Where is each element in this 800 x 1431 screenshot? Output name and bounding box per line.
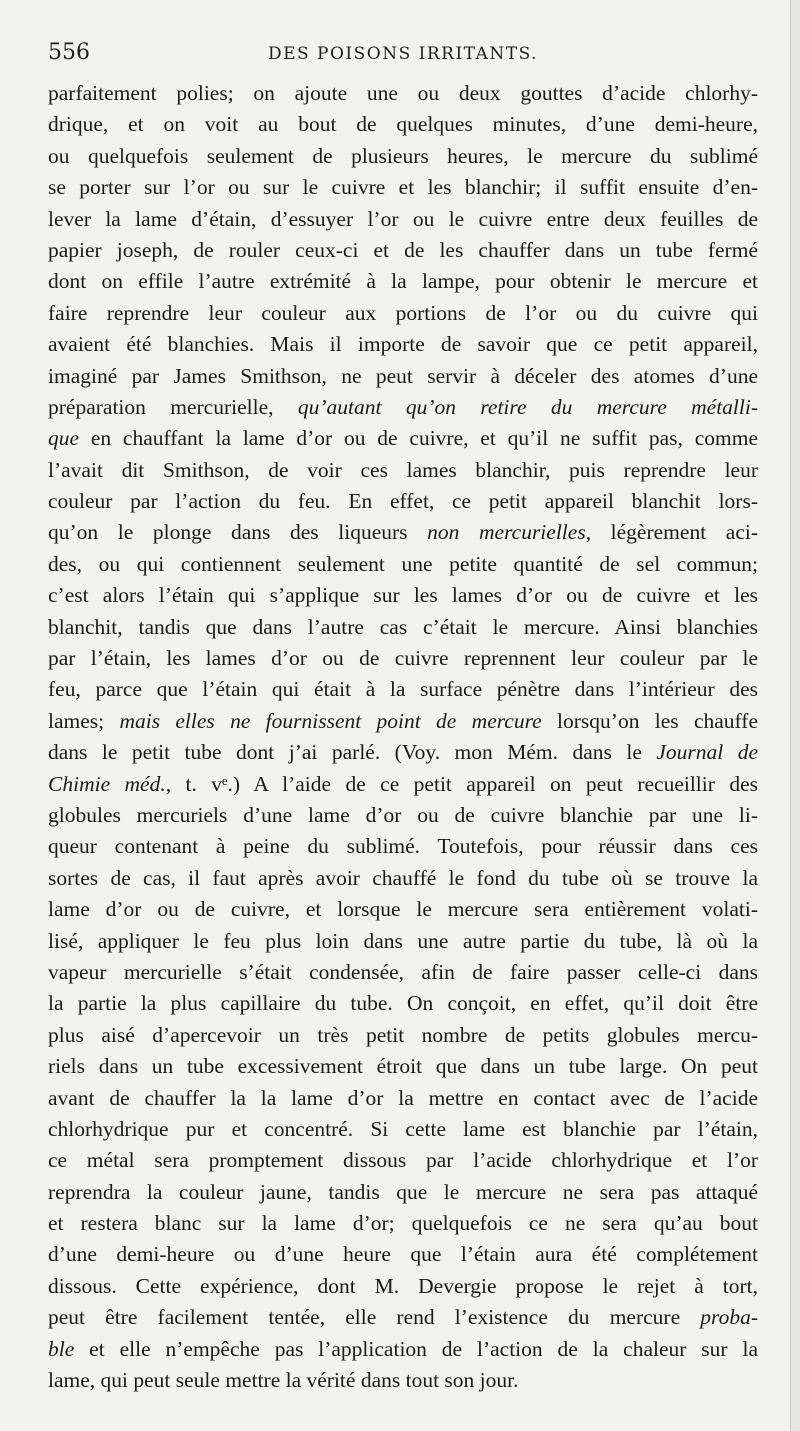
text-run: qu’on le plonge dans des liqueurs	[48, 520, 428, 545]
text-line	[48, 455, 758, 486]
text-line	[48, 1334, 758, 1365]
text-run: dissous. Cette expérience, dont M. Devergie propose le rejet à tort,	[48, 1273, 758, 1298]
text-run: lame d’or ou de cuivre, et lorsque le mercure sera entièrement volati-	[48, 897, 758, 922]
italic-text: proba-	[700, 1305, 758, 1330]
text-run: chlorhydrique pur et concentré. Si cette lame est blanchie par l’étain,	[48, 1116, 758, 1141]
text-run: drique, et on voit au bout de quelques minutes, d’une demi-heure,	[48, 112, 758, 137]
text-line	[48, 737, 758, 768]
text-run: peut être facilement tentée, elle rend l’existence du mercure	[48, 1305, 701, 1330]
text-line	[48, 141, 758, 172]
text-line	[48, 1051, 758, 1082]
text-line	[48, 235, 758, 266]
text-line	[48, 266, 758, 297]
text-run: se porter sur l’or ou sur le cuivre et les blanchir; il suffit ensuite d’en-	[48, 175, 758, 200]
text-line	[48, 392, 758, 423]
text-run: lever la lame d’étain, d’essuyer l’or ou le cuivre entre deux feuilles de	[48, 206, 758, 231]
text-run: d’une demi-heure ou d’une heure que l’étain aura été complétement	[48, 1242, 758, 1267]
italic-text: Journal de	[656, 740, 758, 765]
italic-text: Chimie méd.	[48, 771, 166, 796]
text-run: dans le petit tube dont j’ai parlé. (Voy. mon Mém. dans le	[48, 740, 657, 765]
text-line	[48, 1020, 758, 1051]
text-run: feu, parce que l’étain qui était à la surface pénètre dans l’intérieur des	[48, 677, 758, 702]
text-run: couleur par l’action du feu. En effet, ce petit appareil blanchit lors-	[48, 489, 758, 514]
text-run: papier joseph, de rouler ceux-ci et de les chauffer dans un tube fermé	[48, 237, 758, 262]
text-run: vapeur mercurielle s’était condensée, afin de faire passer celle-ci dans	[48, 959, 758, 984]
text-line	[48, 831, 758, 862]
text-run: riels dans un tube excessivement étroit que dans un tube large. On peut	[48, 1054, 758, 1079]
text-line	[48, 1145, 758, 1176]
text-run: parfaitement polies; on ajoute une ou deux gouttes d’acide chlorhy-	[48, 81, 758, 105]
text-line	[48, 172, 758, 203]
text-run: faire reprendre leur couleur aux portions de l’or ou du cuivre qui	[48, 300, 758, 325]
text-line	[48, 800, 758, 831]
running-title: DES POISONS IRRITANTS.	[267, 44, 539, 64]
text-run: , légèrement aci-	[585, 520, 758, 545]
text-line	[48, 298, 758, 329]
text-line	[48, 580, 758, 611]
text-run: ou quelquefois seulement de plusieurs heures, le mercure du sublimé	[48, 143, 758, 168]
text-run: c’est alors l’étain qui s’applique sur les lames d’or ou de cuivre et les	[48, 583, 758, 608]
text-run: sortes de cas, il faut après avoir chauffé le fond du tube où se trouve la	[48, 865, 758, 890]
text-line	[48, 957, 758, 988]
text-line	[48, 769, 758, 800]
text-line	[48, 863, 758, 894]
text-line	[48, 1239, 758, 1270]
text-line	[48, 517, 758, 548]
text-run: des, ou qui contiennent seulement une petite quantité de sel commun;	[48, 551, 758, 576]
text-run: lorsqu’on les chauffe	[541, 708, 759, 733]
text-run: l’avait dit Smithson, de voir ces lames blanchir, puis reprendre leur	[48, 457, 758, 482]
text-run: en chauffant la lame d’or ou de cuivre, et qu’il ne suffit pas, comme	[79, 426, 758, 451]
text-run: lame, qui peut seule mettre la vérité dans tout son jour.	[48, 1368, 519, 1393]
text-run: ce métal sera promptement dissous par l’acide chlorhydrique et l’or	[48, 1148, 758, 1173]
text-line	[48, 361, 758, 392]
text-run: avaient été blanchies. Mais il importe de savoir que ce petit appareil,	[48, 332, 758, 357]
italic-text: qu’autant qu’on retire du mercure métalli-	[297, 394, 759, 419]
text-run: lames;	[48, 708, 120, 733]
text-line	[48, 894, 758, 925]
text-run: préparation mercurielle,	[48, 394, 298, 419]
text-line	[48, 78, 758, 109]
text-run: reprendra la couleur jaune, tandis que le mercure ne sera pas attaqué	[48, 1179, 758, 1204]
italic-text: mais elles ne fournissent point de mercure	[119, 708, 542, 733]
text-line	[48, 486, 758, 517]
italic-text: que	[48, 426, 80, 451]
text-line	[48, 329, 758, 360]
text-run: globules mercuriels d’une lame d’or ou de cuivre blanchie par une li-	[48, 802, 758, 827]
text-line	[48, 643, 758, 674]
text-line	[48, 926, 758, 957]
text-run: queur contenant à peine du sublimé. Toutefois, pour réussir dans ces	[48, 834, 758, 859]
text-line	[48, 706, 758, 737]
italic-text: ble	[48, 1336, 75, 1361]
text-run: lisé, appliquer le feu plus loin dans une autre partie du tube, là où la	[48, 928, 758, 953]
text-run: et restera blanc sur la lame d’or; quelquefois ce ne sera qu’au bout	[48, 1211, 758, 1236]
text-line	[48, 423, 758, 454]
text-run: imaginé par James Smithson, ne peut servir à déceler des atomes d’une	[48, 363, 758, 388]
text-line	[48, 1302, 758, 1333]
text-run: avant de chauffer la la lame d’or la mettre en contact avec de l’acide	[48, 1085, 758, 1110]
text-line	[48, 1114, 758, 1145]
text-line	[48, 1083, 758, 1114]
text-line	[48, 1271, 758, 1302]
text-line	[48, 988, 758, 1019]
text-run: et elle n’empêche pas l’application de l’action de la chaleur sur la	[74, 1336, 758, 1361]
page-number: 556	[48, 40, 90, 65]
text-run: blanchit, tandis que dans l’autre cas c’était le mercure. Ainsi blanchies	[48, 614, 758, 639]
text-run: , t. vᵉ.) A l’aide de ce petit appareil on peut recueillir des	[165, 771, 758, 796]
text-line	[48, 204, 758, 235]
text-run: la partie la plus capillaire du tube. On conçoit, en effet, qu’il doit être	[48, 991, 758, 1016]
text-line	[48, 1177, 758, 1208]
text-line	[48, 1365, 758, 1396]
text-line	[48, 549, 758, 580]
page-header	[48, 40, 758, 72]
text-run: dont on effile l’autre extrémité à la lampe, pour obtenir le mercure et	[48, 269, 758, 294]
text-line	[48, 109, 758, 140]
text-line	[48, 674, 758, 705]
text-run: plus aisé d’apercevoir un très petit nombre de petits globules mercu-	[48, 1022, 758, 1047]
text-line	[48, 612, 758, 643]
italic-text: non mercurielles	[427, 520, 586, 545]
body-paragraph	[48, 78, 758, 1396]
text-line	[48, 1208, 758, 1239]
text-run: par l’étain, les lames d’or ou de cuivre reprennent leur couleur par le	[48, 646, 758, 671]
